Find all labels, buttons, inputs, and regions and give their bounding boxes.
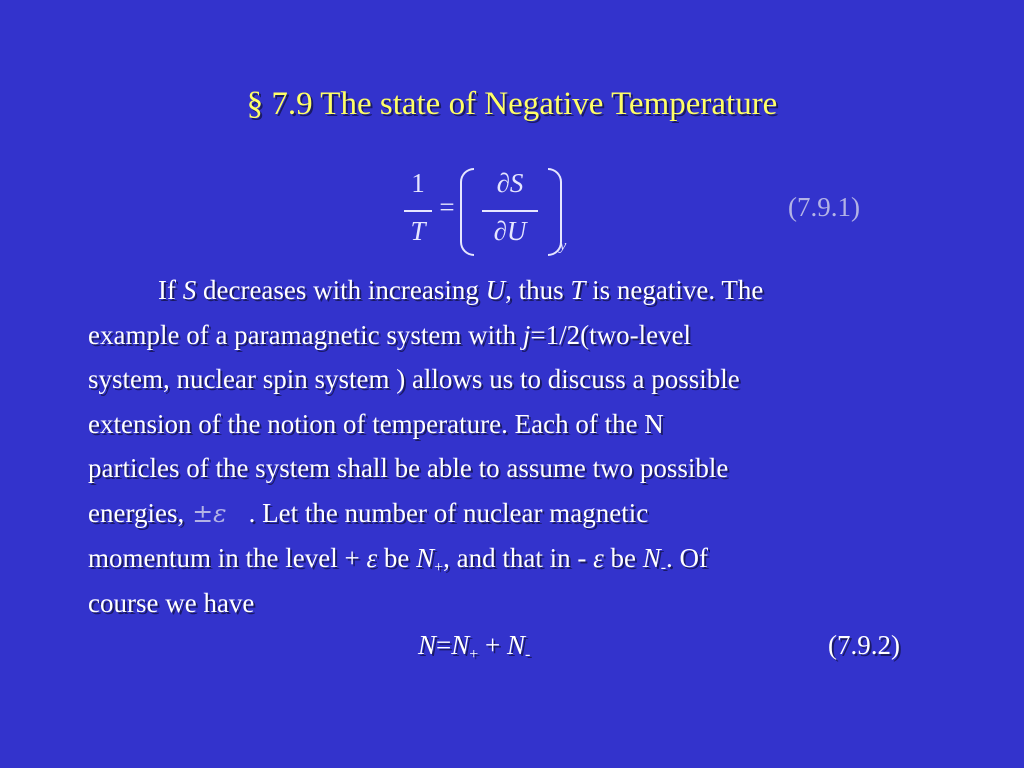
- text-run: be: [603, 543, 643, 573]
- slide-title: § 7.9 The state of Negative Temperature: [246, 86, 778, 122]
- lhs-denominator: T: [410, 216, 426, 246]
- subscript-minus: -: [660, 559, 667, 576]
- equation-number-7-9-2: (7.9.2): [828, 630, 900, 660]
- symbol-T: T: [570, 275, 586, 305]
- equation-number-7-9-1: (7.9.1): [788, 192, 860, 222]
- text-run: momentum in the level +: [88, 543, 367, 573]
- left-paren: [460, 168, 474, 256]
- subscript-plus: +: [434, 559, 444, 576]
- lhs-numerator: 1: [411, 168, 425, 198]
- rhs-numerator: ∂S: [496, 168, 524, 198]
- symbol-S: S: [182, 275, 197, 305]
- symbol-j: j: [522, 319, 531, 350]
- equation-7-9-1: [400, 168, 580, 258]
- equals-sign: =: [439, 192, 455, 222]
- paragraph-line-6: [88, 491, 948, 537]
- text-run: =1/2(two-level: [530, 319, 692, 350]
- body-paragraph: [88, 268, 948, 625]
- lhs-fraction-bar: [404, 210, 432, 212]
- paragraph-line-7: [88, 536, 948, 581]
- symbol-N: N: [642, 543, 661, 573]
- paragraph-line-4: extension of the notion of temperature. Each of the N: [88, 408, 664, 439]
- text-run: . Of: [666, 543, 709, 573]
- text-run: is negative. The: [585, 275, 764, 305]
- equals-sign: =: [436, 630, 452, 660]
- text-run: energies,: [88, 497, 185, 528]
- text-run: , thus: [505, 275, 571, 305]
- paragraph-line-8: course we have: [88, 587, 255, 618]
- text-run: example of a paramagnetic system with: [88, 319, 523, 350]
- symbol-N: N: [507, 630, 526, 660]
- rhs-fraction-bar: [482, 210, 538, 212]
- symbol-epsilon: ε: [366, 543, 378, 573]
- symbol-N: N: [451, 630, 470, 660]
- subscript-y: y: [559, 238, 567, 254]
- paragraph-line-1: [88, 268, 948, 313]
- equation-7-9-2: [418, 630, 530, 661]
- text-run: If: [158, 275, 183, 305]
- text-run: . Let the number of nuclear magnetic: [248, 497, 649, 528]
- text-run: decreases with increasing: [196, 275, 486, 305]
- plus-sign: +: [478, 630, 508, 660]
- plus-minus-epsilon: ±ε: [192, 498, 227, 528]
- paragraph-line-5: particles of the system shall be able to assume two possible: [88, 453, 729, 483]
- text-run: be: [377, 543, 417, 573]
- symbol-N: N: [418, 630, 437, 660]
- symbol-U: U: [485, 275, 506, 305]
- paragraph-line-2: [88, 313, 948, 358]
- rhs-denominator: ∂U: [493, 216, 527, 246]
- symbol-epsilon: ε: [593, 543, 604, 573]
- paragraph-line-3: system, nuclear spin system ) allows us to discuss a possible: [88, 364, 740, 394]
- subscript-minus: -: [525, 646, 531, 663]
- text-run: , and that in -: [443, 543, 594, 573]
- symbol-N: N: [416, 543, 435, 573]
- subscript-plus: +: [469, 646, 479, 663]
